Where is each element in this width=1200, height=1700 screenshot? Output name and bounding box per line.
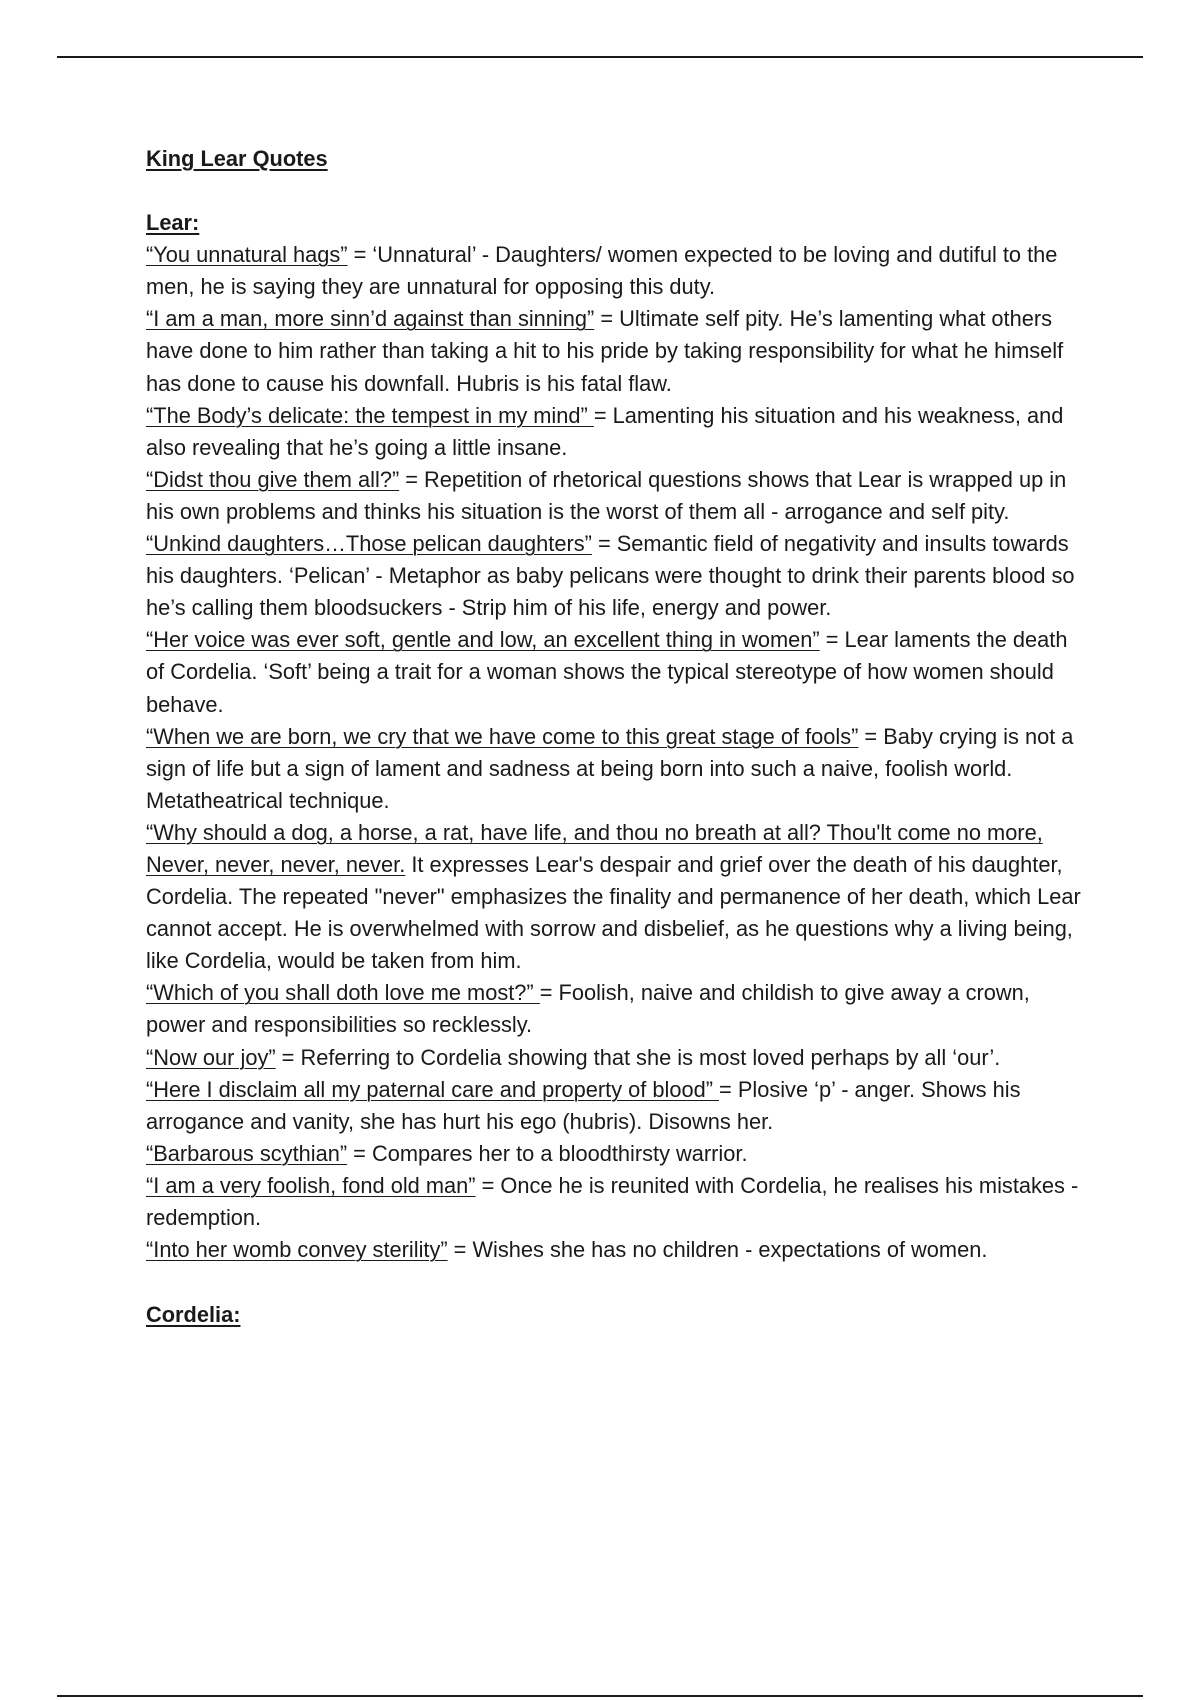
quote-text: “When we are born, we cry that we have come to this great stage of fools” — [146, 723, 859, 749]
quote-comment: = Plosive ‘p’ - anger. Shows his arrogance and vanity, she has hurt his ego (hubris). Disowns her. — [146, 1076, 1021, 1134]
section-heading-lear: Lear: — [146, 210, 200, 236]
quote-text: “The Body’s delicate: the tempest in my mind” — [146, 402, 594, 428]
quote-comment: = Ultimate self pity. He’s lamenting what others have done to him rather than taking a hit to his pride by taking responsibility for what he himself has done to cause his downfall. Hubris is his fatal flaw. — [146, 306, 1064, 396]
quote-comment: = Lamenting his situation and his weakness, and also revealing that he’s going a little insane. — [146, 402, 1064, 460]
quote-text: “Barbarous scythian” — [146, 1140, 348, 1166]
quote-entry — [146, 721, 1091, 817]
quote-text: “Why should a dog, a horse, a rat, have life, and thou no breath at all? Thou'lt come no more, Never, never, never, never. — [146, 819, 1043, 877]
quote-entry — [146, 464, 1091, 528]
quote-entry — [146, 1042, 1091, 1074]
quote-comment: = Repetition of rhetorical questions shows that Lear is wrapped up in his own problems and thinks his situation is the worst of them all - arrogance and self pity. — [146, 466, 1067, 524]
quote-entry — [146, 1074, 1091, 1138]
quote-comment: = Once he is reunited with Cordelia, he realises his mistakes - redemption. — [146, 1172, 1079, 1230]
document-title: King Lear Quotes — [146, 146, 328, 171]
quote-entry — [146, 303, 1091, 399]
quote-text: “I am a very foolish, fond old man” — [146, 1172, 476, 1198]
quote-entry — [146, 400, 1091, 464]
quote-text: “Her voice was ever soft, gentle and low, an excellent thing in women” — [146, 627, 820, 653]
quote-entry — [146, 624, 1091, 720]
quote-entry — [146, 1170, 1091, 1234]
quote-comment: = Foolish, naive and childish to give away a crown, power and responsibilities so recklessly. — [146, 980, 1030, 1038]
quote-comment: = ‘Unnatural’ - Daughters/ women expected to be loving and dutiful to the men, he is saying they are unnatural for opposing this duty. — [146, 242, 1058, 300]
quote-entry — [146, 1138, 1091, 1170]
quote-comment: = Compares her to a bloodthirsty warrior. — [347, 1140, 748, 1166]
quote-text: “I am a man, more sinn’d against than sinning” — [146, 306, 595, 332]
quote-comment: = Baby crying is not a sign of life but a sign of lament and sadness at being born into such a naive, foolish world. Metatheatrical technique. — [146, 723, 1074, 813]
quote-text: “Into her womb convey sterility” — [146, 1237, 448, 1263]
quote-entry — [146, 817, 1091, 977]
quote-text: “Which of you shall doth love me most?” — [146, 980, 540, 1006]
quote-text: “Here I disclaim all my paternal care and property of blood” — [146, 1076, 720, 1102]
quote-entry — [146, 977, 1091, 1041]
quote-comment: = Lear laments the death of Cordelia. ‘Soft’ being a trait for a woman shows the typical stereotype of how women should behave. — [146, 627, 1068, 717]
section-spacer — [146, 1266, 1091, 1299]
quote-entry — [146, 528, 1091, 624]
quote-entry — [146, 1234, 1091, 1266]
quote-text: “Now our joy” — [146, 1044, 276, 1070]
header-rule — [57, 56, 1143, 58]
document-body — [146, 143, 1091, 1331]
quote-comment: = Referring to Cordelia showing that she is most loved perhaps by all ‘our’. — [275, 1044, 1001, 1070]
footer-rule — [57, 1695, 1143, 1697]
quote-comment: = Semantic field of negativity and insults towards his daughters. ‘Pelican’ - Metaphor as baby pelicans were thought to drink their parents blood so he’s calling them bloodsuckers - Strip him of his life, energy and power. — [146, 531, 1075, 621]
quote-text: “You unnatural hags” — [146, 242, 348, 268]
section-heading-cordelia: Cordelia: — [146, 1302, 241, 1328]
quote-comment: = Wishes she has no children - expectations of women. — [447, 1237, 988, 1263]
quote-comment: It expresses Lear's despair and grief over the death of his daughter, Cordelia. The repeated "never" emphasizes the finality and permanence of her death, which Lear cannot accept. He is overwhelmed with sorrow and disbelief, as he questions why a living being, like Cordelia, would be taken from him. — [146, 851, 1081, 974]
quote-entry — [146, 239, 1091, 303]
quote-text: “Unkind daughters…Those pelican daughters” — [146, 531, 592, 557]
quote-text: “Didst thou give them all?” — [146, 466, 400, 492]
